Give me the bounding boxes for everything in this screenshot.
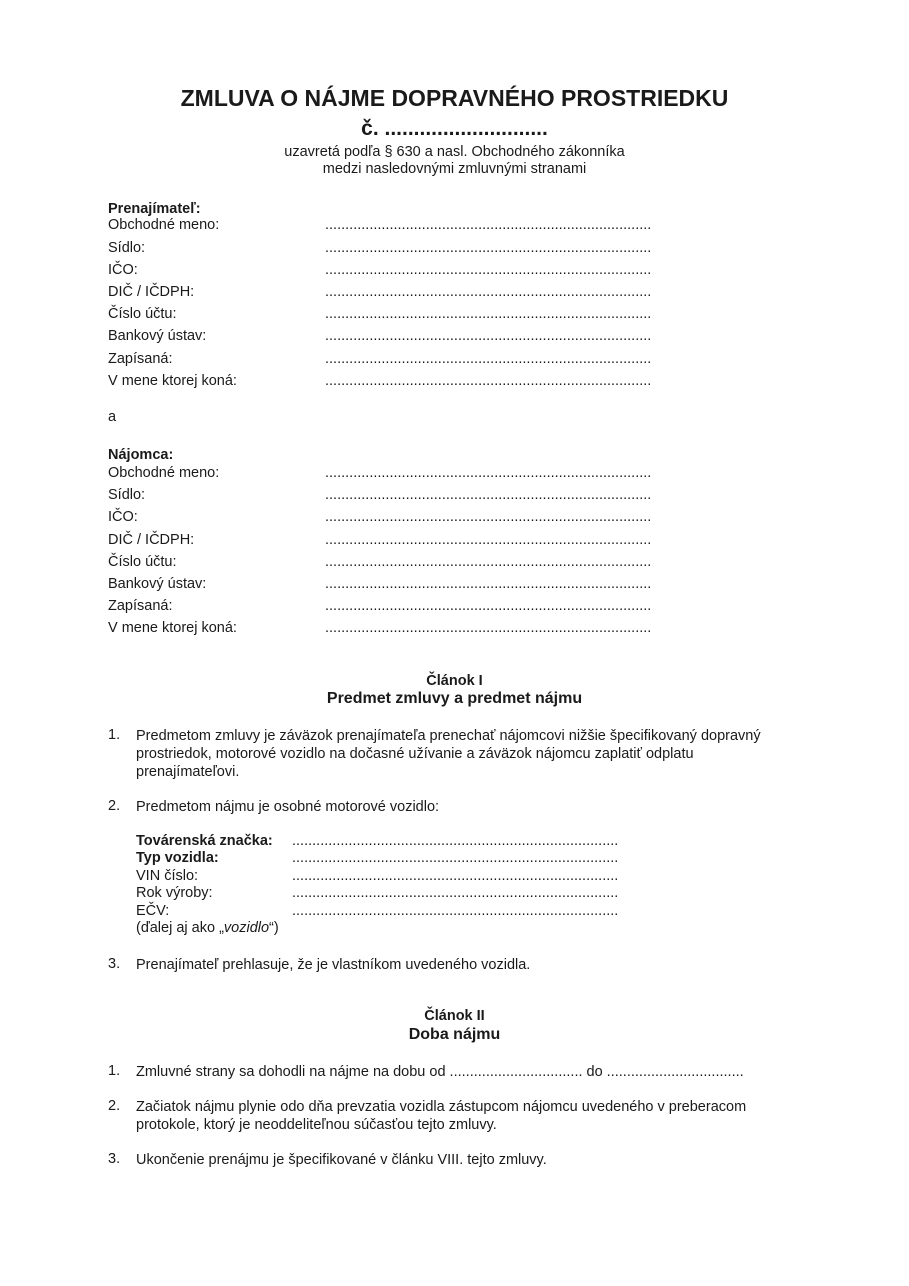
article-1-label: Článok I	[426, 673, 483, 689]
subtitle-line-2: medzi nasledovnými zmluvnými stranami	[322, 161, 587, 177]
clause-number: 1.	[108, 1063, 121, 1079]
lessor-field-blank: .................................................................................	[325, 306, 652, 322]
connector-text: a	[108, 409, 117, 425]
lessee-field-blank: .................................................................................	[325, 532, 652, 548]
note-suffix: “)	[269, 920, 279, 936]
lessor-field-blank: .................................................................................	[325, 217, 652, 233]
lessor-field-label: Číslo účtu:	[108, 306, 177, 322]
lessee-field-label: IČO:	[108, 509, 138, 525]
clause-line: prostriedok, motorové vozidlo na dočasné užívanie a záväzok nájomcu zaplatiť odplatu	[136, 746, 694, 762]
vehicle-definition-note	[136, 920, 279, 936]
vehicle-field-blank: .................................................................................	[292, 903, 619, 919]
vehicle-field-label: EČV:	[136, 903, 170, 919]
lessee-field-blank: .................................................................................	[325, 576, 652, 592]
vehicle-field-label: VIN číslo:	[136, 868, 199, 884]
subtitle-line-1: uzavretá podľa § 630 a nasl. Obchodného zákonníka	[284, 144, 625, 160]
clause-line: Zmluvné strany sa dohodli na nájme na dobu od ................................. do ..................................	[136, 1064, 744, 1080]
lessor-field-blank: .................................................................................	[325, 284, 652, 300]
lessee-field-label: DIČ / IČDPH:	[108, 532, 195, 548]
vehicle-field-blank: .................................................................................	[292, 868, 619, 884]
contract-number: č. ............................	[361, 117, 548, 140]
clause-number: 3.	[108, 1151, 121, 1167]
lessor-field-blank: .................................................................................	[325, 351, 652, 367]
clause-line: Predmetom nájmu je osobné motorové vozidlo:	[136, 799, 440, 815]
vehicle-field-blank: .................................................................................	[292, 833, 619, 849]
lessor-field-label: Sídlo:	[108, 240, 146, 256]
lessee-heading: Nájomca:	[108, 447, 174, 463]
lessor-field-label: Zapísaná:	[108, 351, 173, 367]
clause-line: Prenajímateľ prehlasuje, že je vlastníkom uvedeného vozidla.	[136, 957, 531, 973]
clause-text	[136, 1151, 816, 1169]
vehicle-field-blank: .................................................................................	[292, 850, 619, 866]
article-1-title: Predmet zmluvy a predmet nájmu	[326, 690, 583, 707]
lessor-field-label: Bankový ústav:	[108, 328, 207, 344]
article-2-label: Článok II	[424, 1008, 485, 1024]
lessee-field-label: Obchodné meno:	[108, 465, 220, 481]
clause-line: Začiatok nájmu plynie odo dňa prevzatia vozidla zástupcom nájomcu uvedeného v preberacom	[136, 1099, 747, 1115]
lessee-field-label: V mene ktorej koná:	[108, 620, 237, 636]
lessor-field-label: IČO:	[108, 262, 138, 278]
clause-line: Ukončenie prenájmu je špecifikované v článku VIII. tejto zmluvy.	[136, 1152, 547, 1168]
lessee-field-blank: .................................................................................	[325, 620, 652, 636]
document-title: ZMLUVA O NÁJME DOPRAVNÉHO PROSTRIEDKU	[180, 85, 729, 111]
clause-text	[136, 956, 816, 974]
lessee-field-blank: .................................................................................	[325, 487, 652, 503]
lessor-heading: Prenajímateľ:	[108, 201, 201, 217]
lessee-field-label: Bankový ústav:	[108, 576, 207, 592]
clause-number: 3.	[108, 956, 121, 972]
lessor-field-label: DIČ / IČDPH:	[108, 284, 195, 300]
lessee-field-blank: .................................................................................	[325, 465, 652, 481]
lessee-field-label: Číslo účtu:	[108, 554, 177, 570]
lessor-field-blank: .................................................................................	[325, 262, 652, 278]
lessee-field-blank: .................................................................................	[325, 598, 652, 614]
vehicle-field-label: Továrenská značka:	[136, 833, 273, 849]
article-2-title: Doba nájmu	[408, 1026, 501, 1043]
lessee-field-label: Sídlo:	[108, 487, 146, 503]
lessee-field-blank: .................................................................................	[325, 509, 652, 525]
note-prefix: (ďalej aj ako „	[136, 920, 224, 936]
clause-line: Predmetom zmluvy je záväzok prenajímateľa prenechať nájomcovi nižšie špecifikovaný dopravný	[136, 728, 761, 744]
note-term: vozidlo	[223, 920, 270, 936]
clause-line: protokole, ktorý je neoddeliteľnou súčasťou tejto zmluvy.	[136, 1117, 497, 1133]
clause-number: 2.	[108, 1098, 121, 1114]
lessor-field-label: Obchodné meno:	[108, 217, 220, 233]
lessee-field-label: Zapísaná:	[108, 598, 173, 614]
vehicle-field-label: Rok výroby:	[136, 885, 213, 901]
clause-number: 2.	[108, 798, 121, 814]
clause-text	[136, 1063, 816, 1081]
lessor-field-blank: .................................................................................	[325, 373, 652, 389]
clause-text	[136, 727, 816, 781]
lessor-field-label: V mene ktorej koná:	[108, 373, 237, 389]
vehicle-field-label: Typ vozidla:	[136, 850, 219, 866]
clause-number: 1.	[108, 727, 121, 743]
lessor-field-blank: .................................................................................	[325, 328, 652, 344]
lessee-field-blank: .................................................................................	[325, 554, 652, 570]
clause-text	[136, 1098, 816, 1134]
clause-text	[136, 798, 816, 816]
lessor-field-blank: .................................................................................	[325, 240, 652, 256]
clause-line: prenajímateľovi.	[136, 764, 240, 780]
vehicle-field-blank: .................................................................................	[292, 885, 619, 901]
